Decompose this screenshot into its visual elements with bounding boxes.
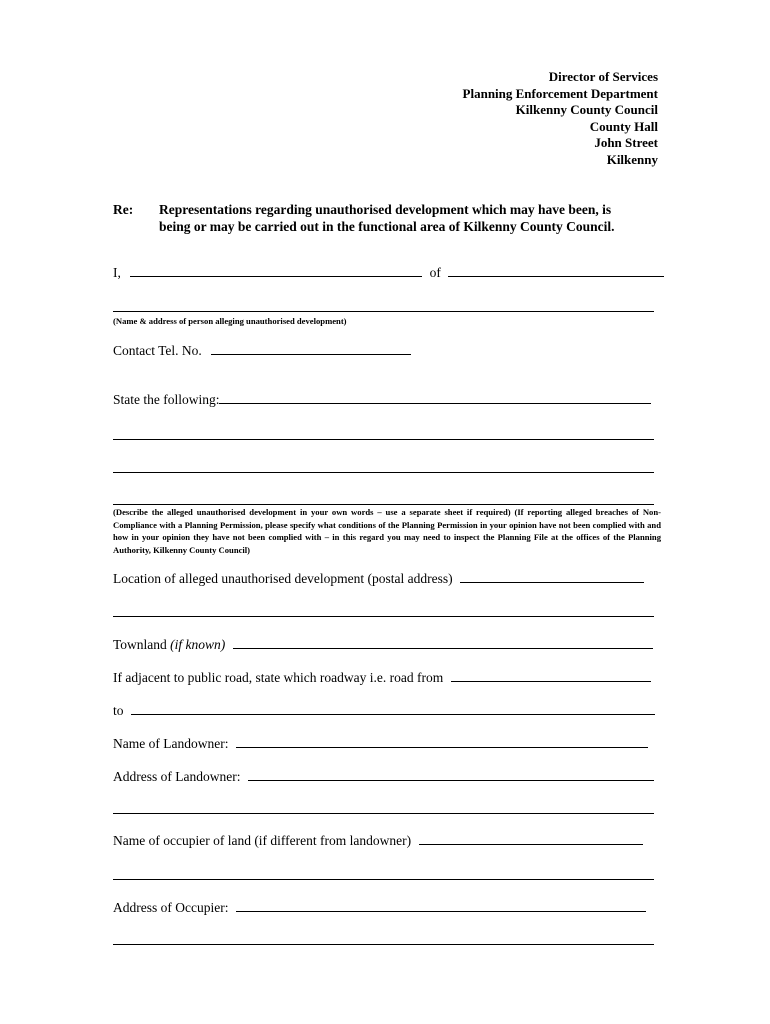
address-field-line[interactable] <box>113 311 654 312</box>
address-line: Planning Enforcement Department <box>462 85 658 101</box>
state-field-line[interactable] <box>113 504 654 505</box>
landowner-address-field-line[interactable] <box>113 813 654 814</box>
state-field-line[interactable] <box>113 439 654 440</box>
name-field[interactable] <box>130 264 422 277</box>
name-row <box>113 264 657 281</box>
recipient-address <box>463 69 658 168</box>
address-line: Director of Services <box>548 69 658 84</box>
landowner-address-field[interactable] <box>248 768 654 781</box>
location-row <box>113 570 657 587</box>
tel-row <box>113 342 657 359</box>
landowner-name-row <box>113 735 657 752</box>
of-label: of <box>429 265 441 280</box>
occupier-address-field[interactable] <box>236 899 646 912</box>
address-line: County Hall <box>589 118 658 134</box>
landowner-name-field[interactable] <box>236 735 648 748</box>
address-line: Kilkenny <box>606 151 658 167</box>
occupier-name-field[interactable] <box>419 832 643 845</box>
location-field-line[interactable] <box>113 616 654 617</box>
state-row <box>113 391 657 408</box>
location-field[interactable] <box>460 570 644 583</box>
state-field[interactable] <box>219 391 651 404</box>
address-line: Kilkenny County Council <box>515 102 658 117</box>
describe-note: (Describe the alleged unauthorised development in your own words – use a separate sheet if required) (If reporting alleged breaches of Non-Compliance with a Planning Permission, please specify what conditions of the Planning Permission in your opinion have not been complied with and how in your opinion they have not been complied with – in this regard you may need to inspect the Planning File at the offices of the Planning Authority, Kilkenny County Council) <box>113 507 661 555</box>
townland-hint: (if known) <box>170 637 226 652</box>
state-label: State the following: <box>113 392 220 407</box>
landowner-name-label: Name of Landowner: <box>113 736 229 751</box>
occupier-name-field-line[interactable] <box>113 879 654 880</box>
subject-text <box>159 201 639 235</box>
townland-row <box>113 636 657 653</box>
i-label: I, <box>113 265 121 280</box>
occupier-address-label: Address of Occupier: <box>113 900 229 915</box>
townland-field[interactable] <box>233 636 653 649</box>
landowner-address-label: Address of Landowner: <box>113 769 241 784</box>
tel-field[interactable] <box>211 342 411 355</box>
address-field[interactable] <box>448 264 664 277</box>
occupier-name-row <box>113 832 657 849</box>
road-row <box>113 669 657 686</box>
road-label: If adjacent to public road, state which roadway i.e. road from <box>113 670 444 685</box>
road-from-field[interactable] <box>451 669 651 682</box>
occupier-address-row <box>113 899 657 916</box>
location-label: Location of alleged unauthorised development (postal address) <box>113 571 453 586</box>
landowner-address-row <box>113 768 657 785</box>
occupier-name-label: Name of occupier of land (if different from landowner) <box>113 833 412 848</box>
state-field-line[interactable] <box>113 472 654 473</box>
tel-label: Contact Tel. No. <box>113 343 202 358</box>
subject-line: Representations regarding unauthorised development which may have been, is <box>159 202 612 217</box>
townland-label: Townland <box>113 637 167 652</box>
to-label: to <box>113 703 124 718</box>
subject-line: being or may be carried out in the functional area of Kilkenny County Council. <box>159 219 615 234</box>
road-to-field[interactable] <box>131 702 655 715</box>
subject-label: Re: <box>113 202 134 217</box>
name-caption: (Name & address of person alleging unauthorised development) <box>113 316 347 326</box>
to-row <box>113 702 657 719</box>
address-line: John Street <box>594 135 658 150</box>
occupier-address-field-line[interactable] <box>113 944 654 945</box>
